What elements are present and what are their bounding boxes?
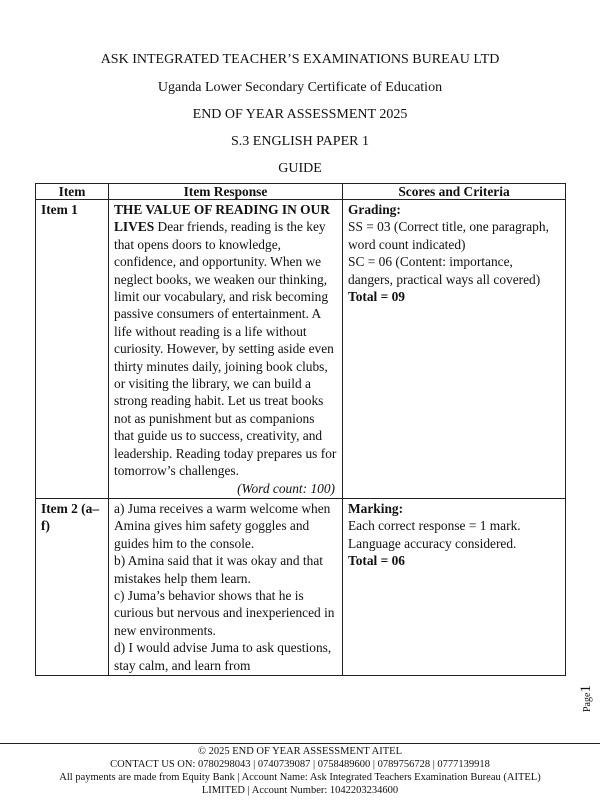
- item-cell: Item 1: [36, 200, 109, 499]
- account-line: LIMITED | Account Number: 1042203234600: [201, 785, 399, 796]
- answer-a: a) Juma receives a warm welcome when Amina gives him safety goggles and guides him to the console.: [114, 500, 331, 551]
- column-header-item: Item: [36, 184, 109, 200]
- column-header-response: Item Response: [109, 184, 343, 200]
- ss-criteria: SS = 03 (Correct title, one paragraph, word count indicated): [348, 219, 549, 252]
- certificate-name: Uganda Lower Secondary Certificate of Education: [157, 80, 443, 95]
- marking-rule-2: Language accuracy considered.: [348, 535, 517, 551]
- response-cell: [109, 498, 343, 675]
- answer-b: b) Amina said that it was okay and that mistakes help them learn.: [114, 553, 323, 586]
- payment-line: All payments are made from Equity Bank | Account Name: Ask Integrated Teachers Examination Bureau (AITEL): [59, 772, 541, 783]
- marking-guide-table: [35, 183, 566, 676]
- criteria-cell: [343, 200, 566, 499]
- copyright-line: © 2025 END OF YEAR ASSESSMENT AITEL: [198, 746, 402, 757]
- column-header-criteria: Scores and Criteria: [343, 184, 566, 200]
- item-cell: Item 2 (a–f): [36, 498, 109, 675]
- sc-criteria: SC = 06 (Content: importance, dangers, practical ways all covered): [348, 254, 541, 287]
- essay-title: THE VALUE OF READING IN OUR LIVES: [114, 202, 330, 235]
- essay-text: Dear friends, reading is the key that opens doors to knowledge, confidence, and opportunity. When we neglect books, we weaken our thinking, limit our vocabulary, and risk becoming passive consumers of entertainment. A life without reading is a life without curiosity. However, by setting aside even thirty minutes daily, joining book clubs, or visiting the library, we can build a strong reading habit. Let us treat books not as punishment but as companions that guide us to success, creativity, and leadership. Reading today prepares us for tomorrow’s challenges.: [114, 219, 337, 479]
- total-score: Total = 06: [348, 553, 405, 569]
- table-header-row: [36, 184, 566, 200]
- footer-divider: [0, 743, 600, 744]
- total-score: Total = 09: [348, 289, 405, 305]
- marking-label: Marking:: [348, 500, 404, 516]
- page-number: [578, 682, 598, 712]
- table-row: [36, 498, 566, 675]
- answer-d: d) I would advise Juma to ask questions, stay calm, and learn from: [114, 640, 332, 673]
- paper-name: S.3 ENGLISH PAPER 1: [231, 134, 369, 149]
- contact-line: CONTACT US ON: 0780298043 | 0740739087 | 0758489600 | 0789756728 | 0777139918: [110, 759, 490, 770]
- bureau-name: ASK INTEGRATED TEACHER’S EXAMINATIONS BUREAU LTD: [100, 52, 500, 67]
- criteria-cell: [343, 498, 566, 675]
- page-label: Page: [582, 692, 593, 712]
- table-row: [36, 200, 566, 499]
- response-cell: [109, 200, 343, 499]
- guide-title: GUIDE: [278, 161, 322, 176]
- word-count: (Word count: 100): [237, 480, 335, 496]
- marking-rule-1: Each correct response = 1 mark.: [348, 518, 521, 534]
- page-number-value: 1: [578, 685, 594, 693]
- answer-c: c) Juma’s behavior shows that he is curious but nervous and inexperienced in new environments.: [114, 587, 335, 638]
- assessment-name: END OF YEAR ASSESSMENT 2025: [192, 107, 408, 122]
- grading-label: Grading:: [348, 202, 401, 217]
